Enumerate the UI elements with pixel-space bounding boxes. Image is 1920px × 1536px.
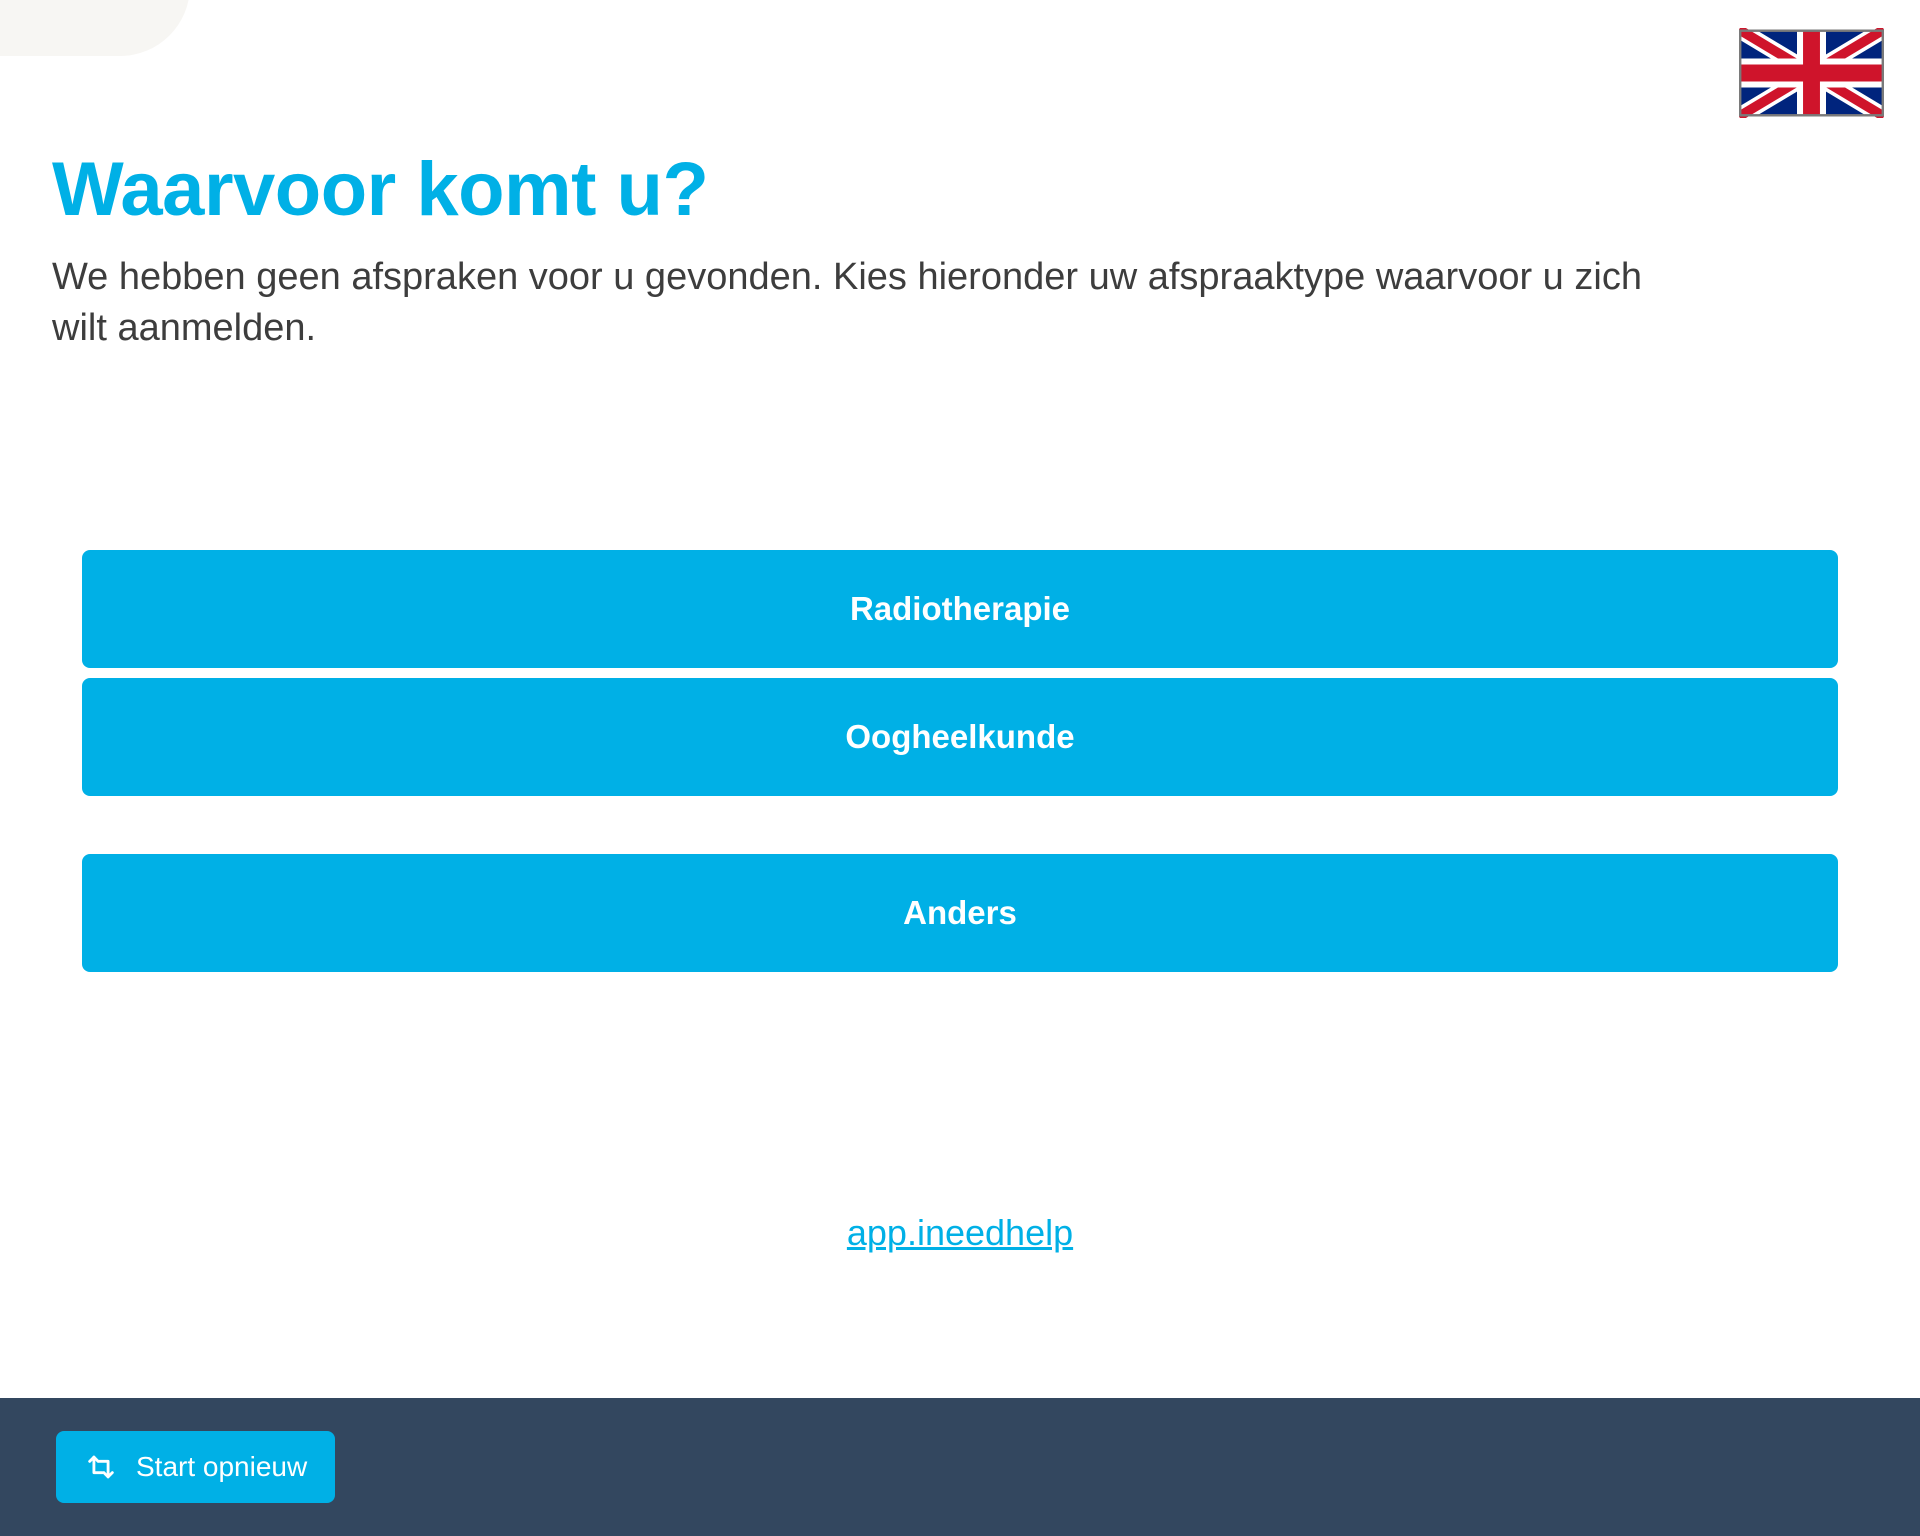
footer-link-wrap — [52, 1212, 1868, 1254]
appointment-type-options — [52, 550, 1868, 972]
bottom-bar — [0, 1398, 1920, 1536]
help-link[interactable]: app.ineedhelp — [846, 1212, 1074, 1254]
restart-button[interactable] — [56, 1431, 335, 1503]
restart-arrows-icon — [84, 1450, 118, 1484]
option-anders[interactable]: Anders — [82, 854, 1838, 972]
page-subtitle: We hebben geen afspraken voor u gevonden. Kies hieronder uw afspraaktype waarvoor u zich wilt aanmelden. — [52, 255, 1642, 350]
restart-button-label: Start opnieuw — [136, 1451, 308, 1482]
page-title: Waarvoor komt u? — [52, 147, 709, 232]
option-oogheelkunde[interactable]: Oogheelkunde — [82, 678, 1838, 796]
option-radiotherapie[interactable]: Radiotherapie — [82, 550, 1838, 668]
